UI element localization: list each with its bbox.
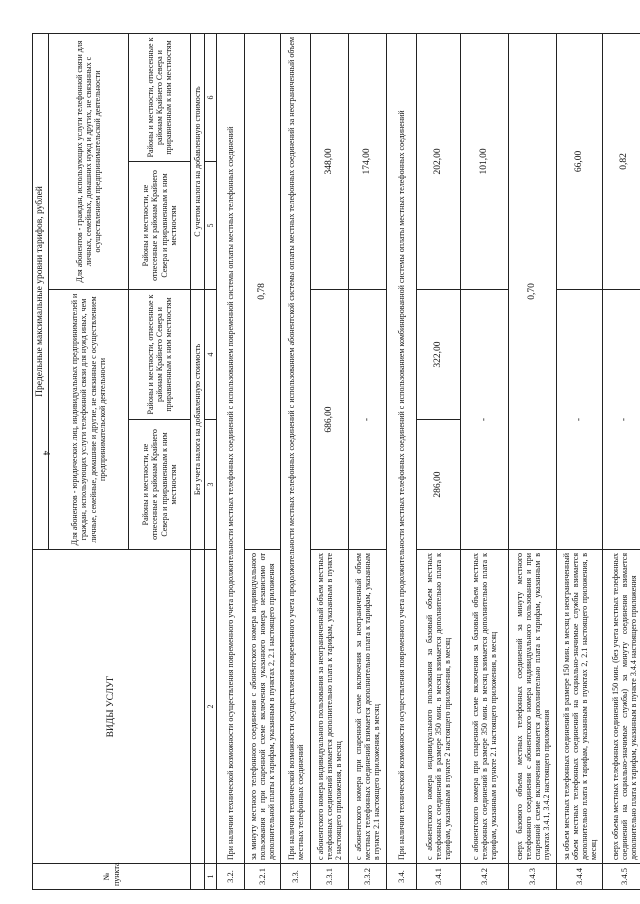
row-number: 3.4.1: [417, 864, 461, 890]
service-description: с абонентского номера при спаренной схеме включения за неограниченный объем местных телефонных соединений взимается дополнительно плата к тарифам, указанным в пункте 2.1 настоящего приложения, в месяц: [349, 550, 387, 864]
tariff-value-legal-not-north: 286,00: [417, 420, 461, 550]
service-description: с абонентского номера индивидуального пользования за неограниченный объем местных телефонных соединений взимается дополнительно плата к тарифам, указанным в пункте 2 настоящего приложения, в месяц: [311, 550, 349, 864]
header-num-column: № пункта: [33, 864, 191, 890]
service-description: сверх объема местных телефонных соединений 150 мин. (без учета местных телефонных соединений на социально-значимые службы) за минуту соединения взимается дополнительно плата к тарифам, указанным в пункте 3.4.4 настоящего приложения: [603, 550, 640, 864]
header-sub-not-north-legal: Районы и местности, не отнесенные к районам Крайнего Севера и приравненным к ним местностям: [129, 420, 191, 550]
page-number: 4: [41, 450, 52, 456]
service-description: с абонентского номера индивидуального пользования за базовый объем местных телефонных соединений в размере 350 мин. в месяц взимается дополнительно плата к тарифам, указанным в пункте 2 настоящего приложения, в месяц: [417, 550, 461, 864]
header-sub-not-north-citizens: Районы и местности, не отнесенные к районам Крайнего Севера и приравненным к ним местностям: [129, 162, 191, 290]
tariff-table: [32, 33, 640, 890]
service-description: за объем местных телефонных соединений в размере 150 мин. в месяц и неограниченный объем местных телефонных соединений на социально-значимые службы взимается дополнительно плата к тарифам, указанным в пунктах 2, 2.1 настоящего приложения, в месяц: [557, 550, 603, 864]
tariff-value-legal-north: 322,00: [417, 290, 461, 420]
tariff-value-citizens: 66,00: [557, 33, 603, 289]
column-number: 5: [205, 162, 217, 290]
table-row: [509, 33, 557, 889]
row-number: 3.4.4: [557, 864, 603, 890]
table-row: [281, 33, 311, 889]
row-number: 3.4.: [387, 864, 417, 890]
table-row: [461, 33, 509, 889]
tariff-value-citizens: 174,00: [349, 33, 387, 289]
tariff-value-legal: -: [349, 290, 387, 550]
tariff-value: 0,78: [245, 33, 281, 549]
column-number: 3: [205, 420, 217, 550]
column-number: 4: [205, 290, 217, 420]
header-group-legal: Для абонентов - юридических лиц, индивидуальных предпринимателей и граждан, использующих услуги телефонной связи для нужд иных, чем личные, семейные, домашние и другие, не связанные с осуществлением предпринимательской деятельности: [49, 290, 129, 550]
header-without-vat: Без учета налога на добавленную стоимость: [191, 290, 205, 550]
rotated-page-content: [32, 34, 639, 890]
service-description: сверх базового объема местных телефонных соединений за минуту местного телефонного соединения с абонентского номера индивидуального пользования и при спаренной схеме включения взимается дополнительно плата к тарифам, указанным в пунктах 3.4.1, 3.4.2 настоящего приложения: [509, 550, 557, 864]
header-tariffs-title: Предельные максимальные уровни тарифов, рублей: [33, 33, 49, 549]
row-number: 3.2.1: [245, 864, 281, 890]
service-description: за минуту местного телефонного соединения с абонентского номера индивидуального пользования и при спаренной схеме включения указанного номера независимо от дополнительной платы к тарифам, указанным в пунктах 2, 2.1 настоящего приложения: [245, 550, 281, 864]
row-number: 3.4.5: [603, 864, 640, 890]
row-number: 3.3.1: [311, 864, 349, 890]
section-title: При наличии технической возможности осуществления повременного учета продолжительности местных телефонных соединений с использованием абонентской системы оплаты местных телефонных соединений за неограниченный объем местных телефонных соединений: [281, 33, 311, 863]
section-title: При наличии технической возможности осуществления повременного учета продолжительности местных телефонных соединений с использованием комбинированной системы оплаты местных телефонных соединений: [387, 33, 417, 863]
table-row: [417, 33, 461, 889]
tariff-value: 0,70: [509, 33, 557, 549]
table-row: [245, 33, 281, 889]
table-row: [557, 33, 603, 889]
header-services-column: ВИДЫ УСЛУГ: [33, 550, 191, 864]
table-row: [603, 33, 640, 889]
tariff-value-citizens: 0,82: [603, 33, 640, 289]
column-number: 1: [205, 864, 217, 890]
header-sub-north-legal: Районы и местности, отнесенные к районам Крайнего Севера и приравненным к ним местностям: [129, 290, 191, 420]
header-group-citizens: Для абонентов - граждан, использующих услуги телефонной связи для личных, семейных, домашних нужд и других, не связанных с осуществлением предпринимательской деятельности: [49, 33, 129, 289]
row-number: 3.3.: [281, 864, 311, 890]
column-number: 6: [205, 33, 217, 161]
tariff-value-citizens: 348,00: [311, 33, 349, 289]
table-row: [387, 33, 417, 889]
service-description: с абонентского номера при спаренной схеме включения за базовый объем местных телефонных соединений в размере 350 мин. в месяц взимается дополнительно плата к тарифам, указанным в пункте 2.1 настоящего приложения, в месяц: [461, 550, 509, 864]
table-row: [217, 33, 245, 889]
table-row: [311, 33, 349, 889]
header-with-vat: С учетом налога на добавленную стоимость: [191, 33, 205, 289]
tariff-value-legal: -: [461, 290, 509, 550]
tariff-value-citizens: 202,00: [417, 33, 461, 289]
section-title: При наличии технической возможности осуществления повременного учета продолжительности местных телефонных соединений с использованием повременной системы оплаты местных телефонных соединений: [217, 33, 245, 863]
row-number: 3.4.3: [509, 864, 557, 890]
column-number: 2: [205, 550, 217, 864]
tariff-value-legal: -: [557, 290, 603, 550]
tariff-value-citizens: 101,00: [461, 33, 509, 289]
header-sub-north-citizens: Районы и местности, отнесенные к районам Крайнего Севера и приравненным к ним местностям: [129, 33, 191, 161]
tariff-value-legal: 686,00: [311, 290, 349, 550]
row-number: 3.3.2: [349, 864, 387, 890]
tariff-value-legal: -: [603, 290, 640, 550]
row-number: 3.2.: [217, 864, 245, 890]
row-number: 3.4.2: [461, 864, 509, 890]
table-row: [349, 33, 387, 889]
